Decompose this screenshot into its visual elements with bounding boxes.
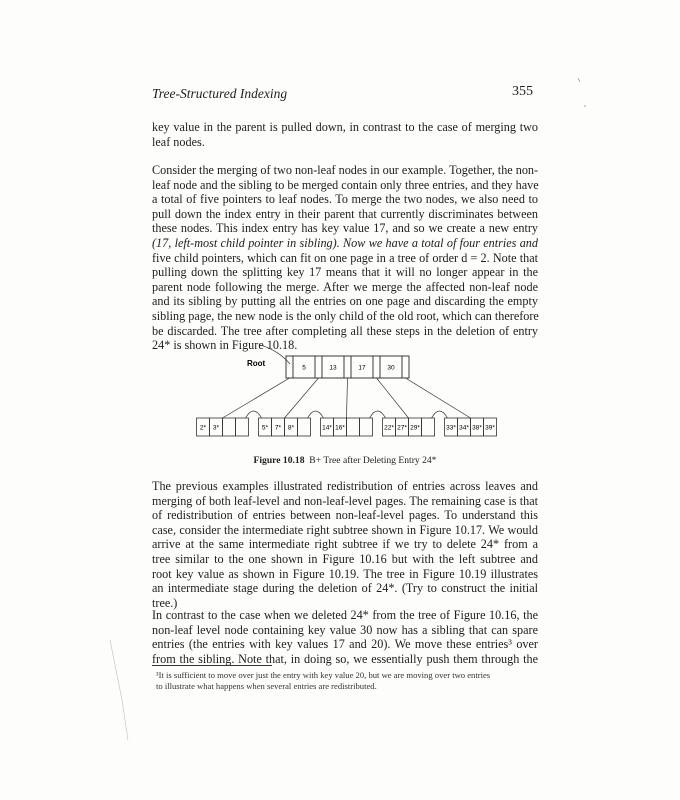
text-line: pulling down the splitting key 17 means that it will no longer appear in the [152, 265, 538, 280]
figure-caption-label: Figure 10.18 [253, 455, 305, 466]
root-key-13: 13 [329, 364, 337, 372]
text-line: Consider the merging of two non-leaf nodes in our example. Together, the non- [152, 163, 539, 177]
footnote-line: ³It is sufficient to move over just the entry with key value 20, but we are moving over two entries [156, 670, 491, 680]
leaf-entry-27*: 27* [397, 424, 407, 432]
root-key-17: 17 [358, 364, 366, 372]
text-line: and its sibling by putting all the entries on one page and discarding the empty [152, 294, 538, 309]
text-line: leaf node and the sibling to be merged contain only three entries, and they have [152, 177, 539, 192]
text-line: In contrast to the case when we deleted 24* from the tree of Figure 10.16, the [152, 608, 538, 622]
leaf-entry-38*: 38* [472, 424, 482, 432]
text-line: sibling page, the new node is the only child of the old root, which can therefore [152, 308, 539, 323]
text-line: merging of both leaf-level and non-leaf-level pages. The remaining case is that [152, 493, 538, 508]
text-line: be discarded. The tree after completing all these steps in the deletion of entry [152, 323, 538, 338]
text-line: case, consider the intermediate right subtree shown in Figure 10.17. We would [152, 522, 538, 537]
leaf-entry-16*: 16* [335, 424, 345, 432]
text-line: non-leaf level node containing key value 30 now has a sibling that can spare [152, 622, 538, 637]
text-line: leaf nodes. [152, 134, 205, 149]
text-line: root key value as shown in Figure 10.19. The tree in Figure 10.19 illustrates [152, 566, 538, 581]
leaf-entry-14*: 14* [322, 424, 332, 432]
leaf-entry-22*: 22* [384, 424, 394, 432]
running-header-title: Tree-Structured Indexing [152, 86, 288, 101]
leaf-entry-33*: 33* [446, 424, 456, 432]
text-line: 24* is shown in Figure 10.18. [152, 338, 298, 353]
leaf-entry-34*: 34* [459, 424, 469, 432]
text-line: these nodes. This index entry has key value 17, and so we create a new entry [152, 221, 538, 236]
leaf-entry-29*: 29* [410, 424, 420, 432]
text-line: tree.) [152, 595, 178, 610]
leaf-entry-39*: 39* [485, 424, 495, 432]
leaf-entry-5*: 5* [261, 424, 269, 432]
page-number: 355 [512, 84, 533, 99]
figure-caption-text: B+ Tree after Deleting Entry 24* [309, 455, 437, 466]
text-line: an intermediate stage during the deletion of 24*. (Try to construct the initial [152, 581, 538, 596]
text-line: parent node following the merge. After we merge the affected non-leaf node [152, 279, 538, 294]
root-label: Root [247, 359, 266, 368]
root-key-5: 5 [302, 364, 306, 372]
text-line: of redistribution of entries between non-leaf-level pages. To understand this [152, 508, 538, 523]
text-line: arrive at the same intermediate right subtree if we try to delete 24* from a [152, 537, 538, 552]
text-line: a total of five pointers to leaf nodes. To merge the two nodes, we also need to [152, 192, 538, 207]
text-line: key value in the parent is pulled down, in contrast to the case of merging two [152, 120, 538, 134]
text-line: five child pointers, which can fit on one page in a tree of order d = 2. Note that [152, 250, 538, 265]
root-key-30: 30 [387, 364, 395, 372]
text-line: The previous examples illustrated redistribution of entries across leaves and [152, 479, 538, 493]
text-line: from the sibling. Note that, in doing so, we essentially push them through the [152, 651, 538, 666]
leaf-entry-3*: 3* [212, 424, 220, 432]
leaf-entry-8*: 8* [287, 424, 295, 432]
text-line: entries (the entries with key values 17 and 20). We move these entries³ over [152, 637, 538, 652]
text-line: pull down the index entry in their parent that currently discriminates between [152, 206, 538, 221]
text-line: tree similar to the one shown in Figure 10.16 but with the left subtree and [152, 551, 538, 566]
footnote-line: to illustrate what happens when several entries are redistributed. [156, 681, 377, 691]
text-line: (17, left-most child pointer in sibling). Now we have a total of four entries and [152, 235, 538, 250]
leaf-entry-2*: 2* [199, 424, 207, 432]
leaf-entry-7*: 7* [274, 424, 282, 432]
